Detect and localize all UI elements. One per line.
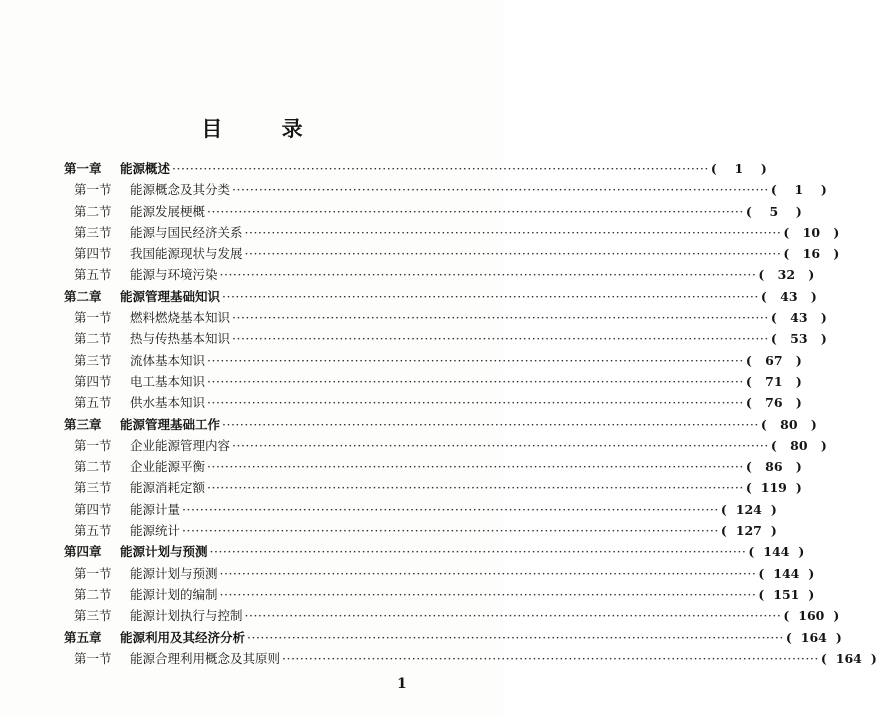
page-reference <box>783 605 839 626</box>
entry-heading: 能源计划的编制 <box>130 586 218 602</box>
page-reference <box>721 520 777 541</box>
entry-page-number: 16 <box>802 246 821 262</box>
close-paren: ) <box>833 246 840 262</box>
entry-heading: 我国能源现状与发展 <box>130 246 243 262</box>
toc-section-row <box>64 371 802 392</box>
toc-section-row <box>64 350 802 371</box>
open-paren: ( <box>748 544 755 560</box>
page-reference <box>771 435 827 456</box>
toc-section-row <box>64 477 802 498</box>
page-reference <box>746 201 802 222</box>
entry-page-number: 144 <box>763 544 790 560</box>
open-paren: ( <box>745 480 752 496</box>
entry-page-number: 164 <box>835 650 862 666</box>
open-paren: ( <box>745 395 752 411</box>
entry-page-number: 80 <box>790 437 808 453</box>
page-reference <box>761 286 817 307</box>
page-reference <box>758 563 814 584</box>
toc-section-row <box>64 179 827 200</box>
page-reference <box>758 264 814 285</box>
page-reference <box>771 307 827 328</box>
dot-leader: ························································································································ <box>207 395 744 411</box>
section-label: 第三节 <box>74 352 112 368</box>
open-paren: ( <box>783 608 790 624</box>
page-reference <box>746 392 802 413</box>
section-label: 第五节 <box>74 395 112 411</box>
toc-chapter-row <box>64 158 767 179</box>
entry-page-number: 164 <box>800 629 827 645</box>
close-paren: ) <box>833 608 840 624</box>
entry-page-number: 119 <box>760 480 787 496</box>
toc-section-row <box>64 456 802 477</box>
open-paren: ( <box>760 416 767 432</box>
dot-leader: ························································································································ <box>232 437 769 453</box>
page-reference <box>746 456 802 477</box>
dot-leader: ························································································································ <box>244 608 782 624</box>
dot-leader: ························································································································ <box>207 352 744 368</box>
toc-chapter-row <box>64 541 805 562</box>
open-paren: ( <box>720 501 727 517</box>
page-title: 目 录 <box>201 116 329 141</box>
open-paren: ( <box>785 629 792 645</box>
dot-leader: ························································································································ <box>219 565 757 581</box>
entry-page-number: 43 <box>780 288 798 304</box>
entry-page-number: 1 <box>734 161 744 176</box>
page-reference <box>771 179 827 200</box>
close-paren: ) <box>820 437 827 453</box>
open-paren: ( <box>770 331 777 347</box>
open-paren: ( <box>745 203 752 219</box>
toc-section-row <box>64 520 777 541</box>
entry-heading: 企业能源管理内容 <box>130 437 231 453</box>
dot-leader: ························································································································ <box>172 161 709 176</box>
toc-section-row <box>64 648 877 669</box>
entry-page-number: 144 <box>773 565 800 581</box>
entry-page-number: 53 <box>790 331 808 347</box>
entry-heading: 能源消耗定额 <box>130 480 206 496</box>
entry-page-number: 80 <box>780 416 798 432</box>
entry-page-number: 1 <box>794 182 804 198</box>
open-paren: ( <box>710 161 717 176</box>
open-paren: ( <box>745 352 752 368</box>
entry-heading: 能源计划与预测 <box>120 544 208 560</box>
close-paren: ) <box>835 629 842 645</box>
entry-heading: 燃料燃烧基本知识 <box>130 310 231 326</box>
entry-heading: 能源合理利用概念及其原则 <box>130 650 281 666</box>
toc-section-row <box>64 307 827 328</box>
open-paren: ( <box>758 586 765 602</box>
toc-section-row <box>64 499 777 520</box>
entry-heading: 能源利用及其经济分析 <box>120 629 246 645</box>
entry-page-number: 10 <box>802 224 821 240</box>
section-label: 第一节 <box>74 310 112 326</box>
entry-heading: 能源与环境污染 <box>130 267 218 283</box>
open-paren: ( <box>720 523 727 539</box>
toc-section-row <box>64 201 802 222</box>
entry-heading: 能源概念及其分类 <box>130 182 231 198</box>
entry-heading: 能源管理基础工作 <box>120 416 221 432</box>
entry-page-number: 160 <box>798 608 825 624</box>
close-paren: ) <box>760 161 767 176</box>
chapter-label: 第二章 <box>64 288 102 304</box>
page-reference <box>746 477 802 498</box>
close-paren: ) <box>795 373 802 389</box>
toc-section-row <box>64 243 840 264</box>
chapter-label: 第三章 <box>64 416 102 432</box>
close-paren: ) <box>810 416 817 432</box>
entry-heading: 能源管理基础知识 <box>120 288 221 304</box>
page-reference <box>783 243 839 264</box>
dot-leader: ························································································································ <box>207 373 744 389</box>
open-paren: ( <box>758 565 765 581</box>
chapter-label: 第四章 <box>64 544 102 560</box>
dot-leader: ························································································································ <box>209 544 747 560</box>
dot-leader: ························································································································ <box>219 586 757 602</box>
open-paren: ( <box>820 650 827 666</box>
open-paren: ( <box>770 437 777 453</box>
section-label: 第一节 <box>74 437 112 453</box>
close-paren: ) <box>770 523 777 539</box>
close-paren: ) <box>795 352 802 368</box>
entry-page-number: 151 <box>773 586 800 602</box>
page-reference <box>771 328 827 349</box>
entry-heading: 供水基本知识 <box>130 395 206 411</box>
entry-heading: 能源计划执行与控制 <box>130 608 243 624</box>
entry-heading: 能源计量 <box>130 501 181 517</box>
toc-section-row <box>64 584 815 605</box>
page-reference <box>746 371 802 392</box>
open-paren: ( <box>760 288 767 304</box>
section-label: 第一节 <box>74 650 112 666</box>
dot-leader: ························································································································ <box>244 224 782 240</box>
dot-leader: ························································································································ <box>182 501 719 517</box>
page-reference <box>821 648 877 669</box>
open-paren: ( <box>745 373 752 389</box>
toc-section-row <box>64 222 840 243</box>
section-label: 第三节 <box>74 224 112 240</box>
close-paren: ) <box>820 182 827 198</box>
close-paren: ) <box>810 288 817 304</box>
close-paren: ) <box>795 480 802 496</box>
close-paren: ) <box>770 501 777 517</box>
page-reference <box>721 499 777 520</box>
entry-page-number: 67 <box>765 352 783 368</box>
toc-chapter-row <box>64 414 817 435</box>
dot-leader: ························································································································ <box>282 650 819 666</box>
section-label: 第二节 <box>74 331 112 347</box>
section-label: 第四节 <box>74 501 112 517</box>
dot-leader: ························································································································ <box>232 310 769 326</box>
dot-leader: ························································································································ <box>207 480 744 496</box>
entry-page-number: 76 <box>765 395 783 411</box>
dot-leader: ························································································································ <box>222 288 759 304</box>
open-paren: ( <box>783 246 790 262</box>
open-paren: ( <box>770 182 777 198</box>
entry-heading: 企业能源平衡 <box>130 459 206 475</box>
table-of-contents <box>64 158 877 669</box>
close-paren: ) <box>795 395 802 411</box>
dot-leader: ························································································································ <box>232 331 769 347</box>
close-paren: ) <box>833 224 840 240</box>
toc-section-row <box>64 264 815 285</box>
section-label: 第五节 <box>74 523 112 539</box>
entry-heading: 热与传热基本知识 <box>130 331 231 347</box>
close-paren: ) <box>820 331 827 347</box>
chapter-label: 第一章 <box>64 161 102 176</box>
section-label: 第五节 <box>74 267 112 283</box>
close-paren: ) <box>795 459 802 475</box>
page-reference <box>746 350 802 371</box>
entry-heading: 能源发展梗概 <box>130 203 206 219</box>
section-label: 第四节 <box>74 246 112 262</box>
entry-page-number: 32 <box>777 267 796 283</box>
page-reference <box>711 158 767 179</box>
toc-section-row <box>64 563 815 584</box>
toc-chapter-row <box>64 627 842 648</box>
toc-section-row <box>64 328 827 349</box>
dot-leader: ························································································································ <box>232 182 769 198</box>
section-label: 第四节 <box>74 373 112 389</box>
close-paren: ) <box>798 544 805 560</box>
entry-page-number: 86 <box>765 459 783 475</box>
entry-page-number: 5 <box>769 203 779 219</box>
dot-leader: ························································································································ <box>244 246 782 262</box>
entry-page-number: 127 <box>735 523 762 539</box>
page-reference <box>783 222 839 243</box>
page-reference <box>748 541 804 562</box>
entry-page-number: 124 <box>735 501 762 517</box>
dot-leader: ························································································································ <box>219 267 757 283</box>
toc-section-row <box>64 435 827 456</box>
dot-leader: ························································································································ <box>222 416 759 432</box>
entry-page-number: 71 <box>765 373 783 389</box>
close-paren: ) <box>870 650 877 666</box>
entry-heading: 能源概述 <box>120 161 171 176</box>
page-number: 1 <box>397 676 407 692</box>
toc-section-row <box>64 605 840 626</box>
dot-leader: ························································································································ <box>207 203 744 219</box>
section-label: 第三节 <box>74 608 112 624</box>
entry-heading: 能源统计 <box>130 523 181 539</box>
open-paren: ( <box>758 267 765 283</box>
entry-heading: 能源计划与预测 <box>130 565 218 581</box>
entry-heading: 能源与国民经济关系 <box>130 224 243 240</box>
close-paren: ) <box>808 565 815 581</box>
entry-heading: 电工基本知识 <box>130 373 206 389</box>
entry-heading: 流体基本知识 <box>130 352 206 368</box>
section-label: 第二节 <box>74 203 112 219</box>
page-reference <box>761 414 817 435</box>
dot-leader: ························································································································ <box>207 459 744 475</box>
section-label: 第二节 <box>74 459 112 475</box>
open-paren: ( <box>770 310 777 326</box>
open-paren: ( <box>783 224 790 240</box>
dot-leader: ························································································································ <box>247 629 784 645</box>
chapter-label: 第五章 <box>64 629 102 645</box>
section-label: 第一节 <box>74 565 112 581</box>
section-label: 第三节 <box>74 480 112 496</box>
open-paren: ( <box>745 459 752 475</box>
section-label: 第一节 <box>74 182 112 198</box>
close-paren: ) <box>808 586 815 602</box>
toc-chapter-row <box>64 286 817 307</box>
close-paren: ) <box>808 267 815 283</box>
entry-page-number: 43 <box>790 310 808 326</box>
dot-leader: ························································································································ <box>182 523 719 539</box>
page-reference <box>786 627 842 648</box>
page-reference <box>758 584 814 605</box>
toc-section-row <box>64 392 802 413</box>
close-paren: ) <box>795 203 802 219</box>
section-label: 第二节 <box>74 586 112 602</box>
close-paren: ) <box>820 310 827 326</box>
